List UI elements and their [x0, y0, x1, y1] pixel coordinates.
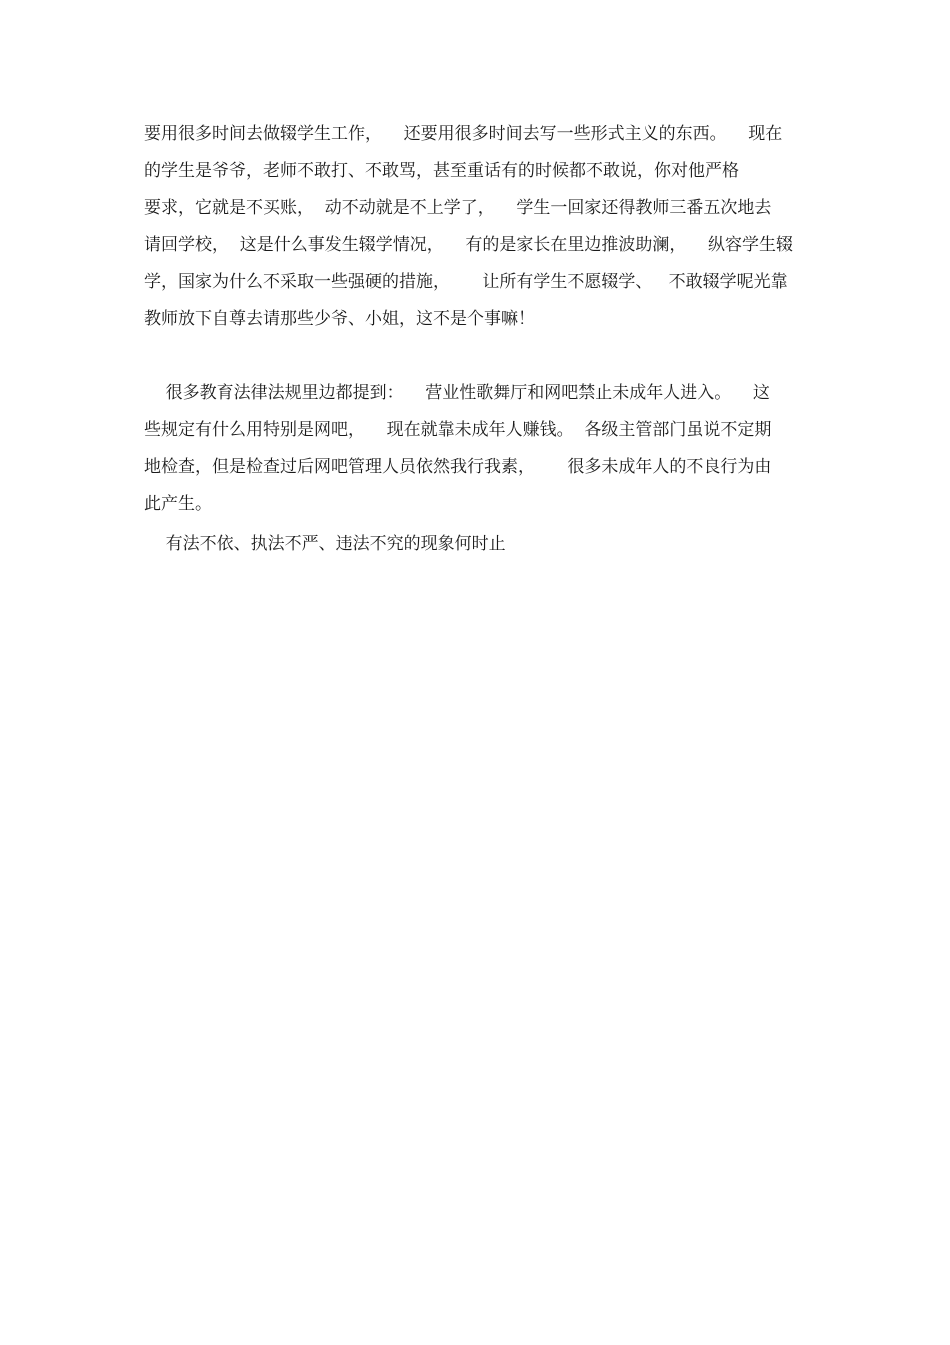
paragraph-1-line-3: 要求，它就是不买账， 动不动就是不上学了， 学生一回家还得教师三番五次地去: [144, 198, 772, 218]
paragraph-1-line-6: 教师放下自尊去请那些少爷、小姐，这不是个事嘛！: [144, 309, 535, 329]
paragraph-3-line-1: 有法不依、执法不严、违法不究的现象何时止: [144, 534, 506, 554]
paragraph-2-line-4: 此产生。: [144, 494, 212, 514]
paragraph-2-line-2: 些规定有什么用特别是网吧， 现在就靠未成年人赚钱。 各级主管部门虽说不定期: [144, 420, 772, 440]
paragraph-1-line-2: 的学生是爷爷，老师不敢打、不敢骂，甚至重话有的时候都不敢说，你对他严格: [144, 161, 739, 181]
paragraph-2-line-1: 很多教育法律法规里边都提到： 营业性歌舞厅和网吧禁止未成年人进入。 这: [144, 383, 770, 403]
paragraph-1-line-1: 要用很多时间去做辍学生工作， 还要用很多时间去写一些形式主义的东西。 现在: [144, 124, 783, 144]
paragraph-1-line-4: 请回学校， 这是什么事发生辍学情况， 有的是家长在里边推波助澜， 纵容学生辍: [144, 235, 794, 255]
paragraph-2-line-3: 地检查，但是检查过后网吧管理人员依然我行我素， 很多未成年人的不良行为由: [144, 457, 772, 477]
paragraph-1-line-5: 学，国家为什么不采取一些强硬的措施， 让所有学生不愿辍学、 不敢辍学呢光靠: [144, 272, 788, 292]
